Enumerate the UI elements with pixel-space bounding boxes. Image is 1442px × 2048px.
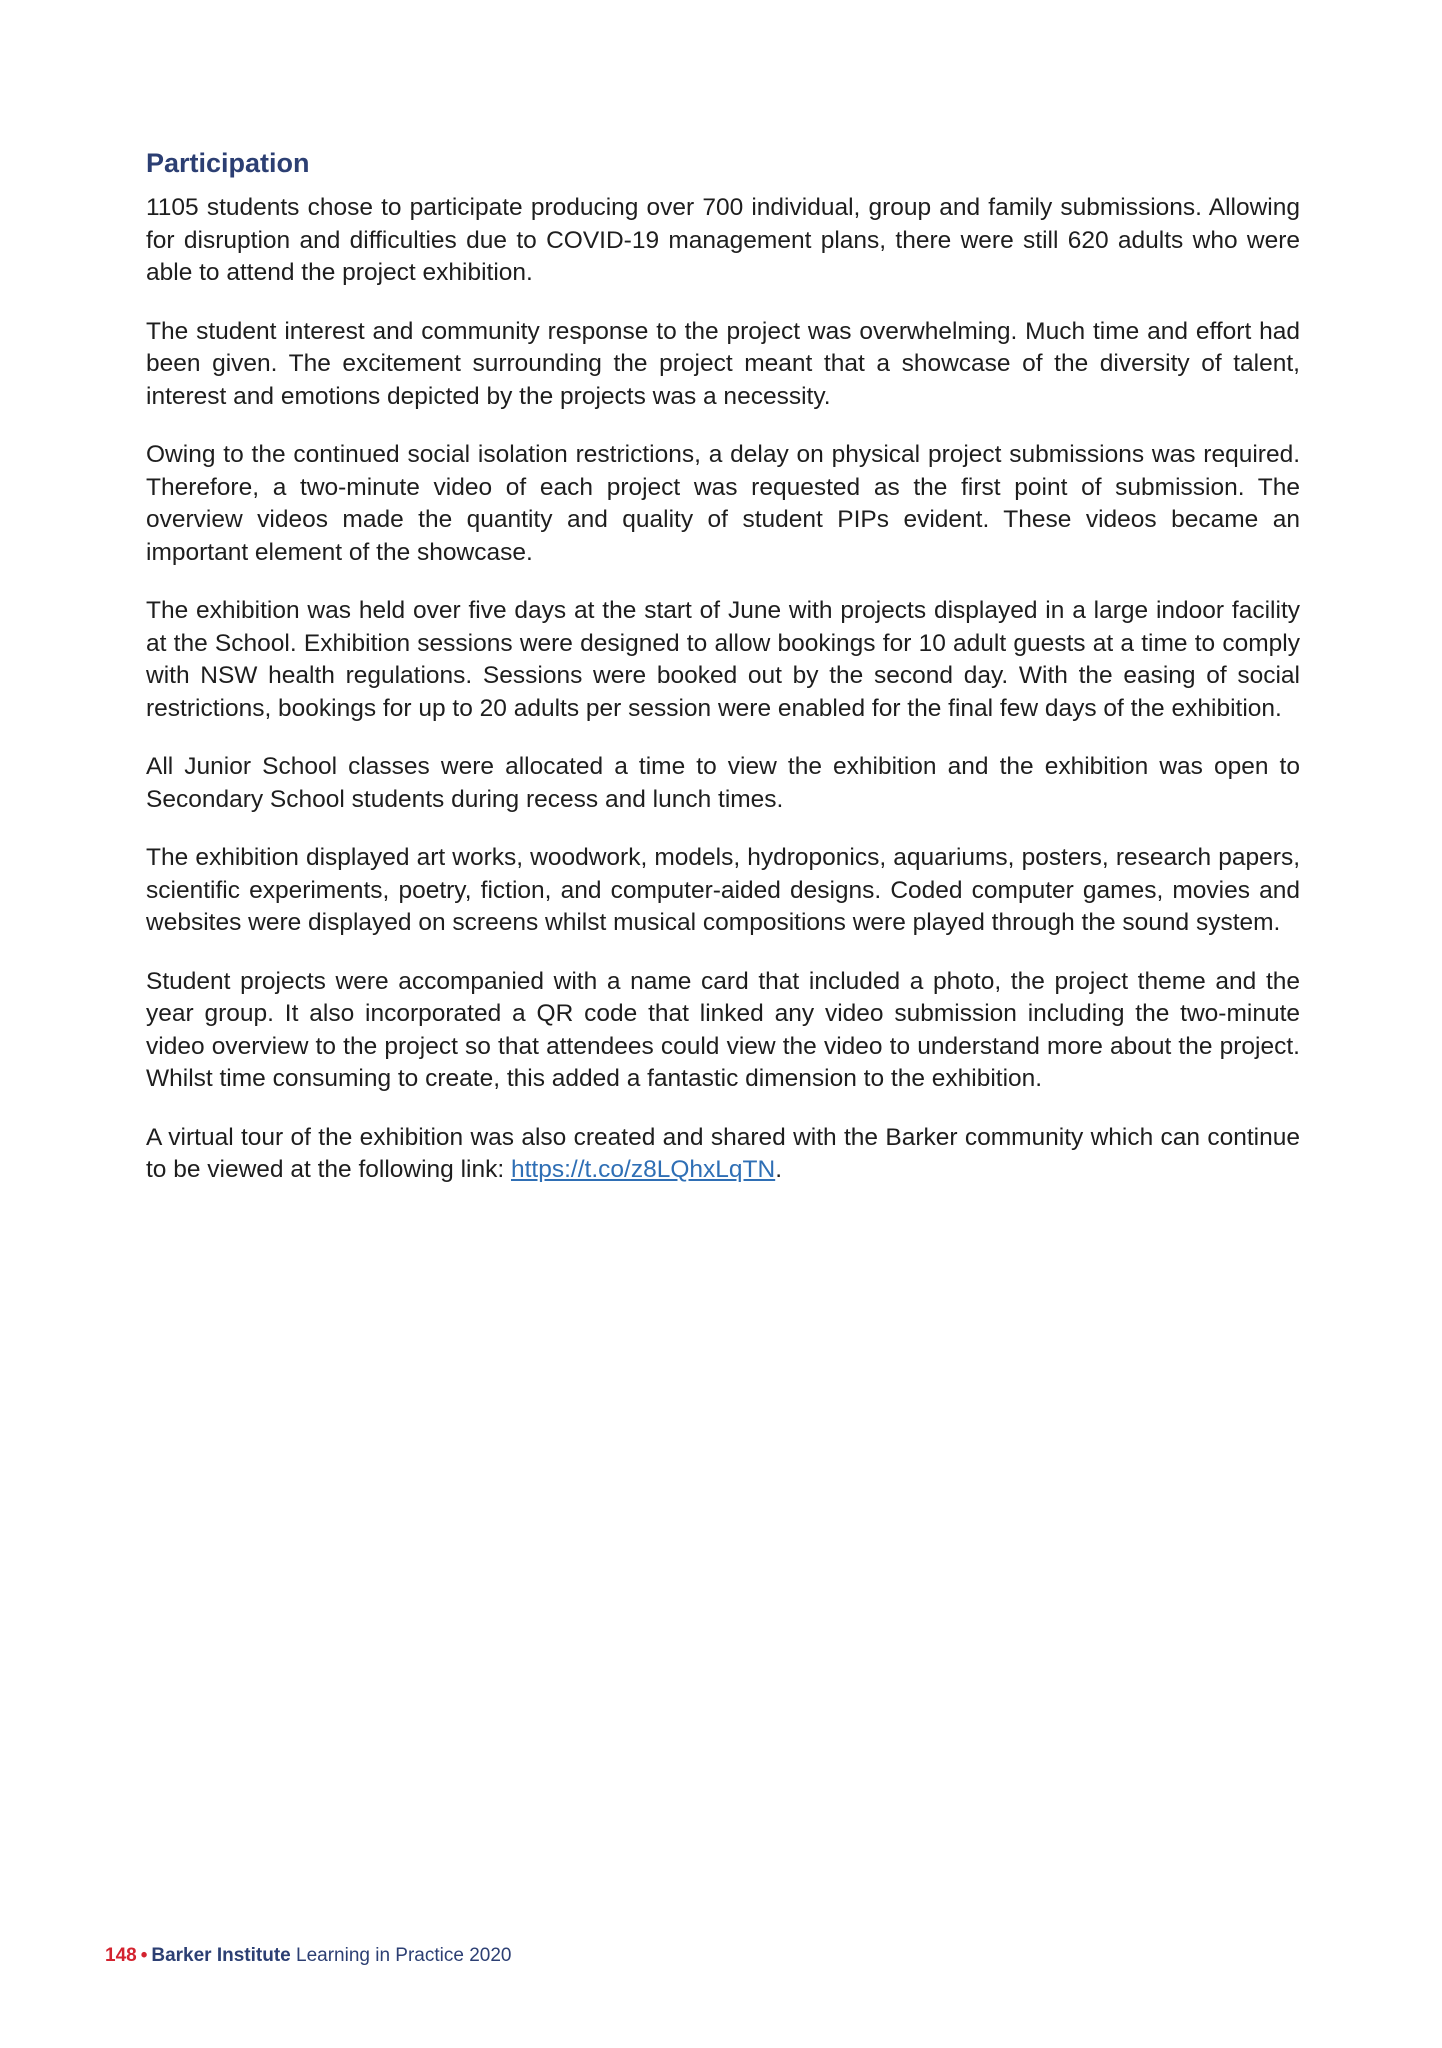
footer-publication: Learning in Practice 2020 [296,1945,512,1966]
paragraph: 1105 students chose to participate producing over 700 individual, group and family submissions. Allowing for disruption and difficulties due to COVID-19 management plans, there were still 620 adults who were able to attend the project exhibition. [146,194,1300,286]
article-body [146,144,1300,1213]
paragraph: Owing to the continued social isolation restrictions, a delay on physical project submissions was required. Therefore, a two-minute video of each project was requested as the first point of submission. The overview videos made the quantity and quality of student PIPs evident. These videos became an important element of the showcase. [146,441,1300,566]
page-number: 148 [105,1945,137,1966]
page-footer [105,1943,512,1969]
paragraph: The exhibition was held over five days at the start of June with projects displayed in a large indoor facility at the School. Exhibition sessions were designed to allow bookings for 10 adult guests at a time to comply with NSW health regulations. Sessions were booked out by the second day. With the easing of social restrictions, bookings for up to 20 adults per session were enabled for the final few days of the exhibition. [146,597,1300,722]
paragraph: Student projects were accompanied with a name card that included a photo, the project theme and the year group. It also incorporated a QR code that linked any video submission including the two-minute video overview to the project so that attendees could view the video to understand more about the project. Whilst time consuming to create, this added a fantastic dimension to the exhibition. [146,967,1300,1092]
paragraph: The student interest and community response to the project was overwhelming. Much time and effort had been given. The excitement surrounding the project meant that a showcase of the diversity of talent, interest and emotions depicted by the projects was a necessity. [146,317,1300,410]
virtual-tour-text: A virtual tour of the exhibition was also created and shared with the Barker community which can continue to be viewed at the following link: [146,1123,1300,1183]
footer-separator: • [140,1945,148,1966]
virtual-tour-suffix: . [775,1156,782,1183]
virtual-tour-link[interactable]: https://t.co/z8LQhxLqTN [511,1156,776,1183]
footer-organization: Barker Institute [151,1945,291,1966]
paragraph: All Junior School classes were allocated a time to view the exhibition and the exhibition was open to Secondary School students during recess and lunch times. [146,753,1300,813]
paragraph-virtual-tour [146,1122,1300,1187]
paragraph: The exhibition displayed art works, woodwork, models, hydroponics, aquariums, posters, research papers, scientific experiments, poetry, fiction, and computer-aided designs. Coded computer games, movies and websites were displayed on screens whilst musical compositions were played through the sound system. [146,844,1300,936]
section-heading: Participation [146,148,310,178]
